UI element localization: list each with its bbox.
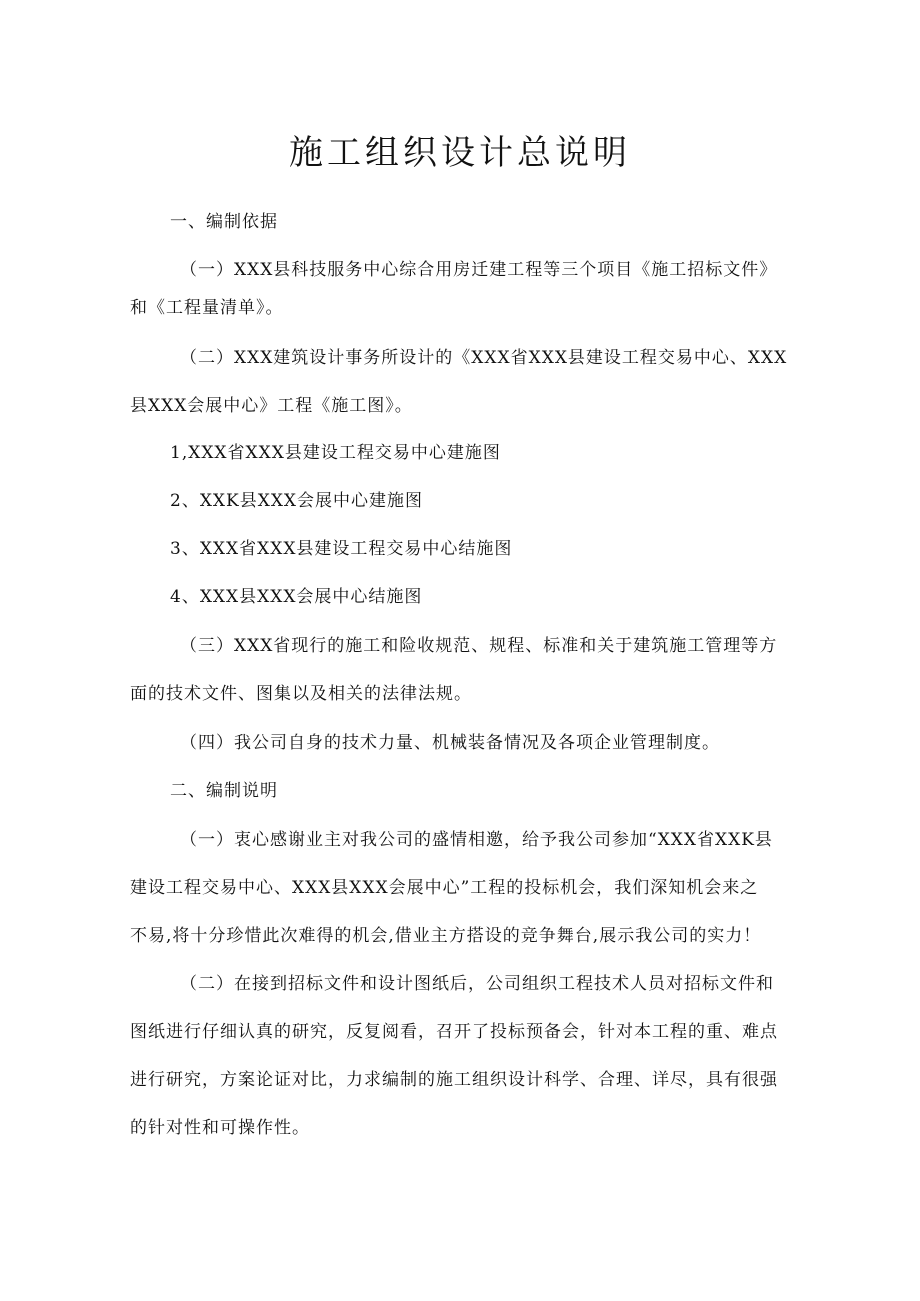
basis-item-3-line-2: 面的技术文件、图集以及相关的法律法规。 (130, 684, 472, 704)
drawing-list-item: 2、XXK县XXX会展中心建施图 (170, 491, 424, 511)
basis-item-1-line-1: （一）XXX县科技服务中心综合用房迁建工程等三个项目《施工招标文件》 (180, 260, 778, 280)
notes-item-1-line-3: 不易,将十分珍惜此次难得的机会,借业主方搭设的竞争舞台,展示我公司的实力！ (130, 926, 762, 946)
basis-item-2-line-2: 县XXX会展中心》工程《施工图》。 (130, 396, 413, 416)
basis-item-1-line-2: 和《工程量清单》。 (130, 298, 284, 318)
notes-item-1-line-2: 建设工程交易中心、XXX县XXX会展中心”工程的投标机会，我们深知机会来之 (130, 878, 759, 898)
drawing-list-item: 4、XXX县XXX会展中心结施图 (170, 587, 423, 607)
basis-item-4-line-1: （四）我公司自身的技术力量、机械装备情况及各项企业管理制度。 (180, 733, 720, 753)
notes-item-1-line-1: （一）衷心感谢业主对我公司的盛情相邀，给予我公司参加“XXX省XXK县 (180, 830, 773, 850)
section-heading-notes: 二、编制说明 (170, 781, 278, 801)
notes-item-2-line-3: 进行研究，方案论证对比，力求编制的施工组织设计科学、合理、详尽，具有很强 (130, 1070, 778, 1090)
drawing-list-item: 3、XXX省XXX县建设工程交易中心结施图 (170, 539, 513, 559)
document-title: 施工组织设计总说明 (289, 133, 631, 173)
notes-item-2-line-4: 的针对性和可操作性。 (130, 1118, 310, 1138)
notes-item-2-line-1: （二）在接到招标文件和设计图纸后，公司组织工程技术人员对招标文件和 (180, 974, 774, 994)
notes-item-2-line-2: 图纸进行仔细认真的研究，反复阅看，召开了投标预备会，针对本工程的重、难点 (130, 1022, 778, 1042)
basis-item-3-line-1: （三）XXX省现行的施工和险收规范、规程、标准和关于建筑施工管理等方 (180, 636, 778, 656)
basis-item-2-line-1: （二）XXX建筑设计事务所设计的《XXX省XXX县建设工程交易中心、XXX (180, 348, 788, 368)
drawing-list-item: 1,XXX省XXX县建设工程交易中心建施图 (170, 443, 501, 463)
section-heading-basis: 一、编制依据 (170, 212, 278, 232)
